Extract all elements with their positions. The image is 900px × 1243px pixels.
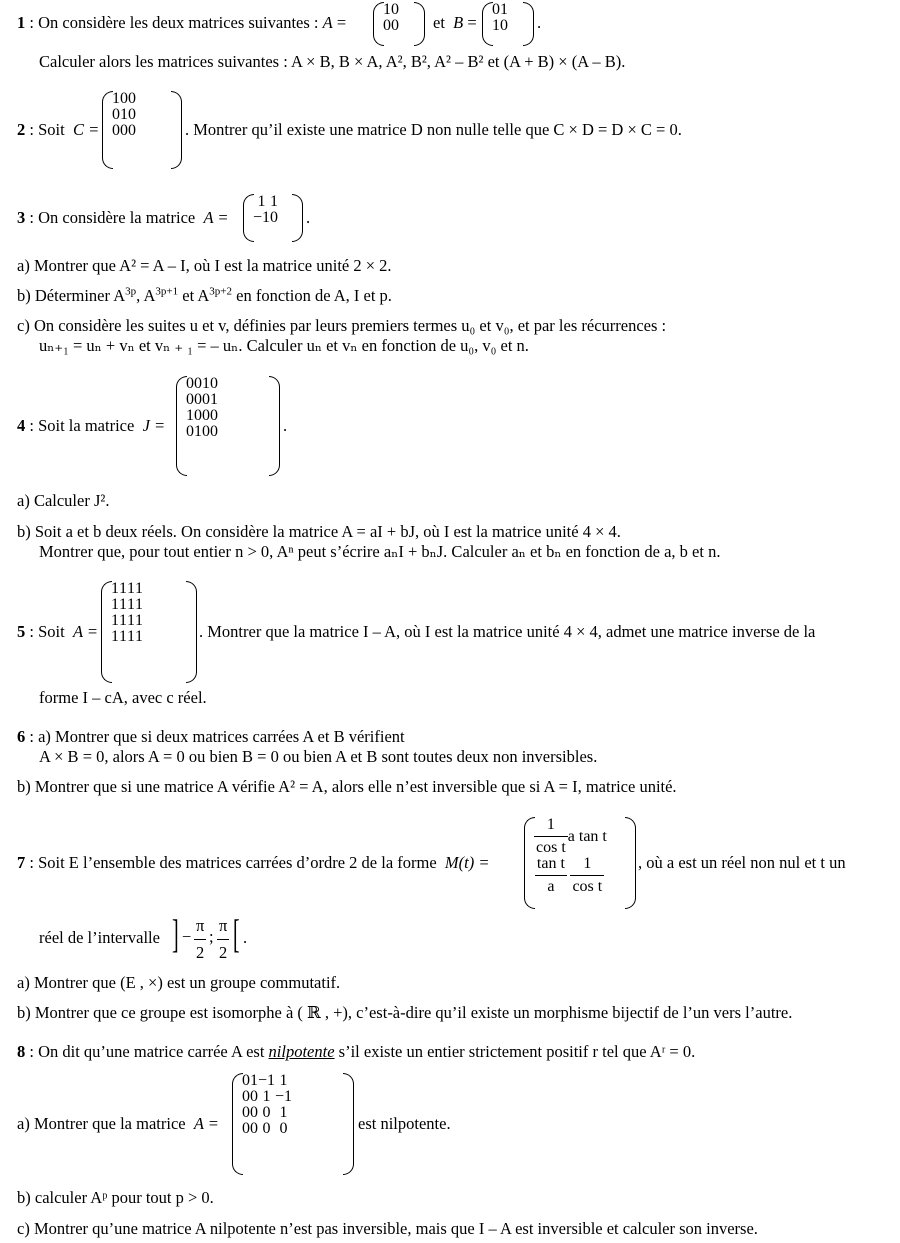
q2-pre: : Soit — [25, 120, 69, 139]
matrix-cell: 0 — [391, 17, 399, 34]
q5-line2: forme I – cA, avec c réel. — [39, 688, 207, 707]
q1-line1 — [17, 13, 346, 33]
matrix-cell: 0 — [194, 407, 202, 424]
matrix-cell: 1 — [127, 628, 135, 645]
q7-number: 7 — [17, 853, 26, 872]
q1-number: 1 — [17, 13, 26, 32]
matrix-cell: 0 — [186, 375, 194, 392]
matrix-cell: 0 — [112, 122, 120, 139]
q3-b-mid2: et A — [178, 286, 210, 305]
matrix-cell: 1 — [383, 1, 391, 18]
q4-line1 — [17, 416, 165, 436]
q3-b-pre: b) Déterminer A — [17, 286, 126, 305]
matrix-cell: 0 — [186, 391, 194, 408]
matrix-cell: 0 — [210, 423, 218, 440]
matrix-cell: 1 — [492, 17, 500, 34]
matrix-cell: 0 — [262, 1104, 271, 1121]
matrix-cell: 0 — [262, 1120, 271, 1137]
matrix-cell: 0 — [242, 1088, 250, 1105]
matrix-cell: 0 — [120, 90, 128, 107]
q7-a: a) Montrer que (E , ×) est un groupe commutatif. — [17, 973, 341, 992]
fraction-numerator: π — [194, 916, 206, 940]
matrix-cell: 1 — [210, 391, 218, 408]
q8-a-pre: a) Montrer que la matrice — [17, 1114, 190, 1133]
q7-neg-pi-half — [194, 916, 206, 963]
fraction-numerator: tan t — [535, 856, 567, 876]
matrix-cell: 1 — [262, 1088, 271, 1105]
q1-A-label: A — [322, 13, 333, 32]
q1-B-label: B — [453, 13, 464, 32]
q5-matrix-A — [101, 581, 197, 683]
matrix-cell: −1 — [275, 1088, 293, 1105]
matrix-cell: 1 — [135, 628, 143, 645]
q8-a-post: est nilpotente. — [358, 1114, 451, 1133]
matrix-cell: 0 — [128, 106, 136, 123]
q3-b-exp2: 3p+1 — [155, 285, 179, 298]
q3-c-line1: c) On considère les suites u et v, définies par leurs premiers termes u₀ et v₀, et par les récurrences : — [17, 316, 667, 335]
q6-b: b) Montrer que si une matrice A vérifie A² = A, alors elle n’est inversible que si A = I, matrice unité. — [17, 777, 677, 796]
minus-sign: − — [182, 927, 192, 946]
q7-m22 — [570, 856, 604, 895]
matrix-cell: 0 — [202, 407, 210, 424]
q1-A-eq: = — [332, 13, 347, 32]
q6-a-line2: A × B = 0, alors A = 0 ou bien B = 0 ou bien A et B sont toutes deux non inversibles. — [39, 747, 598, 766]
matrix-cell: 1 — [127, 596, 135, 613]
q4-number: 4 — [17, 416, 26, 435]
matrix-cell: −1 — [253, 209, 271, 226]
q8-c: c) Montrer qu’une matrice A nilpotente n’est pas inversible, mais que I – A est inversible et calculer son inverse. — [17, 1219, 758, 1238]
matrix-cell: 1 — [127, 612, 135, 629]
matrix-cell: 0 — [250, 1120, 258, 1137]
fraction-denominator: cos t — [572, 878, 603, 895]
matrix-cell: 0 — [391, 1, 399, 18]
matrix-cell: 0 — [242, 1104, 250, 1121]
q2-number: 2 — [17, 120, 26, 139]
semicolon: ; — [209, 927, 214, 946]
matrix-cell: 0 — [202, 423, 210, 440]
matrix-cell: 0 — [270, 209, 279, 226]
q2-C-label: C = — [72, 120, 100, 139]
fraction-numerator: 1 — [534, 817, 568, 837]
matrix-cell: 1 — [279, 1104, 288, 1121]
q4-pre: : Soit la matrice — [25, 416, 139, 435]
q3-line1 — [17, 208, 229, 228]
fraction-denominator: cos t — [536, 839, 566, 856]
q7-m12: a tan t — [567, 827, 607, 845]
matrix-cell: 1 — [202, 375, 210, 392]
matrix-cell: 1 — [111, 596, 119, 613]
q7-post: , où a est un réel non nul et t un — [638, 853, 846, 872]
q3-a: a) Montrer que A² = A – I, où I est la matrice unité 2 × 2. — [17, 256, 392, 275]
matrix-cell: 0 — [383, 17, 391, 34]
q2-matrix-C — [102, 91, 182, 169]
q8-intro — [17, 1042, 695, 1062]
q4-J-label: J = — [142, 416, 166, 435]
q4-period: . — [283, 416, 288, 435]
fraction-denominator: a — [547, 878, 555, 895]
q1-et: et — [433, 13, 445, 32]
matrix-cell: 1 — [194, 423, 202, 440]
q7-interval-pre: réel de l’intervalle — [39, 928, 160, 947]
fraction-numerator: π — [217, 916, 229, 940]
q1-line2: Calculer alors les matrices suivantes : A × B, B × A, A², B², A² – B² et (A + B) × (A – B). — [39, 52, 626, 71]
fraction-denominator: 2 — [196, 943, 205, 962]
q8-b: b) calculer Aᵖ pour tout p > 0. — [17, 1188, 214, 1207]
q7-line1 — [17, 853, 490, 873]
q7-b: b) Montrer que ce groupe est isomorphe à ( ℝ , +), c’est-à-dire qu’il existe un morphisme bijectif de l’un vers l’autre. — [17, 1003, 793, 1022]
q2-post: . Montrer qu’il existe une matrice D non nulle telle que C × D = D × C = 0. — [185, 120, 682, 139]
matrix-cell: 1 — [270, 193, 279, 210]
q5-A-label: A = — [72, 622, 98, 641]
matrix-cell: 1 — [257, 193, 266, 210]
matrix-cell: 1 — [250, 1072, 258, 1089]
matrix-cell: 0 — [210, 407, 218, 424]
matrix-cell: 0 — [500, 17, 508, 34]
q3-b — [17, 286, 392, 306]
q7-pre: : Soit E l’ensemble des matrices carrées d’ordre 2 de la forme — [25, 853, 441, 872]
matrix-cell: 1 — [119, 596, 127, 613]
matrix-cell: 1 — [111, 580, 119, 597]
matrix-cell: 0 — [186, 423, 194, 440]
q3-c-line2: uₙ₊₁ = uₙ + vₙ et vₙ ₊ ₁ = – uₙ. Calculer uₙ et vₙ en fonction de u₀, v₀ et n. — [39, 336, 529, 355]
q6-number: 6 — [17, 727, 26, 746]
q3-b-mid1: , A — [136, 286, 156, 305]
q4-b-line1: b) Soit a et b deux réels. On considère la matrice A = aI + bJ, où I est la matrice unité 4 × 4. — [17, 522, 621, 541]
q4-a: a) Calculer J². — [17, 491, 110, 510]
q3-pre: : On considère la matrice — [25, 208, 200, 227]
matrix-cell: 1 — [120, 106, 128, 123]
q1-period: . — [537, 13, 542, 32]
q8-number: 8 — [17, 1042, 26, 1061]
q7-m11 — [534, 817, 568, 856]
q1-B-eq: = — [463, 13, 477, 32]
q1-matrix-B — [482, 2, 534, 46]
open-bracket-left: ] — [172, 911, 179, 956]
matrix-cell: 0 — [202, 391, 210, 408]
matrix-cell: 1 — [135, 580, 143, 597]
matrix-cell: 0 — [194, 391, 202, 408]
matrix-cell: 1 — [111, 628, 119, 645]
matrix-cell: 1 — [119, 580, 127, 597]
q7-interval — [172, 912, 244, 962]
q6-a-line1: : a) Montrer que si deux matrices carrées A et B vérifient — [25, 727, 405, 746]
matrix-cell: 0 — [242, 1120, 250, 1137]
q6-line1 — [17, 727, 405, 747]
q5-number: 5 — [17, 622, 26, 641]
q7-matrix-M — [524, 817, 636, 909]
q5-pre: : Soit — [25, 622, 69, 641]
matrix-cell: 1 — [135, 612, 143, 629]
q3-number: 3 — [17, 208, 26, 227]
matrix-cell: 1 — [112, 90, 120, 107]
matrix-cell: 0 — [128, 90, 136, 107]
matrix-cell: 0 — [279, 1120, 288, 1137]
q7-interval-period: . — [243, 928, 248, 947]
matrix-cell: 1 — [279, 1072, 288, 1089]
matrix-cell: 0 — [242, 1072, 250, 1089]
q8-A-label: A = — [193, 1114, 219, 1133]
q7-pi-half — [217, 916, 229, 963]
q1-matrix-A — [373, 2, 425, 46]
matrix-cell: 0 — [112, 106, 120, 123]
q5-post: . Montrer que la matrice I – A, où I est la matrice unité 4 × 4, admet une matrice inverse de la — [199, 622, 816, 641]
matrix-cell: 1 — [135, 596, 143, 613]
matrix-cell: 1 — [127, 580, 135, 597]
q8-intro-pre: : On dit qu’une matrice carrée A est — [25, 1042, 269, 1061]
q3-period: . — [306, 208, 311, 227]
q2-line1 — [17, 120, 99, 140]
q7-m21 — [535, 856, 567, 895]
fraction-numerator: 1 — [570, 856, 604, 876]
q1-intro: : On considère les deux matrices suivantes : — [25, 13, 323, 32]
q3-b-post: en fonction de A, I et p. — [232, 286, 392, 305]
q8-nilpotente-term: nilpotente — [268, 1042, 335, 1061]
q5-line1 — [17, 622, 98, 642]
q3-A-label: A = — [203, 208, 229, 227]
matrix-cell: 0 — [128, 122, 136, 139]
q4-matrix-J — [176, 376, 280, 476]
matrix-cell: 0 — [250, 1088, 258, 1105]
matrix-cell: 0 — [250, 1104, 258, 1121]
matrix-cell: 0 — [492, 1, 500, 18]
q4-b-line2: Montrer que, pour tout entier n > 0, Aⁿ peut s’écrire aₙI + bₙJ. Calculer aₙ et bₙ en fonction de a, b et n. — [39, 542, 721, 561]
q8-a-line — [17, 1114, 219, 1134]
q8-matrix-A — [232, 1073, 354, 1175]
matrix-cell: 1 — [119, 628, 127, 645]
matrix-cell: 1 — [119, 612, 127, 629]
q1-et-B — [433, 13, 477, 33]
q7-M-label: M(t) = — [444, 853, 490, 872]
q3-matrix-A — [243, 194, 303, 242]
q8-intro-post: s’il existe un entier strictement positif r tel que Aʳ = 0. — [334, 1042, 696, 1061]
matrix-cell: 1 — [111, 612, 119, 629]
open-bracket-right: [ — [233, 911, 240, 956]
q3-b-exp3: 3p+2 — [209, 285, 233, 298]
matrix-cell: 1 — [186, 407, 194, 424]
q3-b-exp1: 3p — [125, 285, 137, 298]
matrix-cell: 1 — [500, 1, 508, 18]
fraction-denominator: 2 — [219, 943, 228, 962]
matrix-cell: −1 — [258, 1072, 276, 1089]
matrix-cell: 0 — [194, 375, 202, 392]
matrix-cell: 0 — [210, 375, 218, 392]
matrix-cell: 0 — [120, 122, 128, 139]
